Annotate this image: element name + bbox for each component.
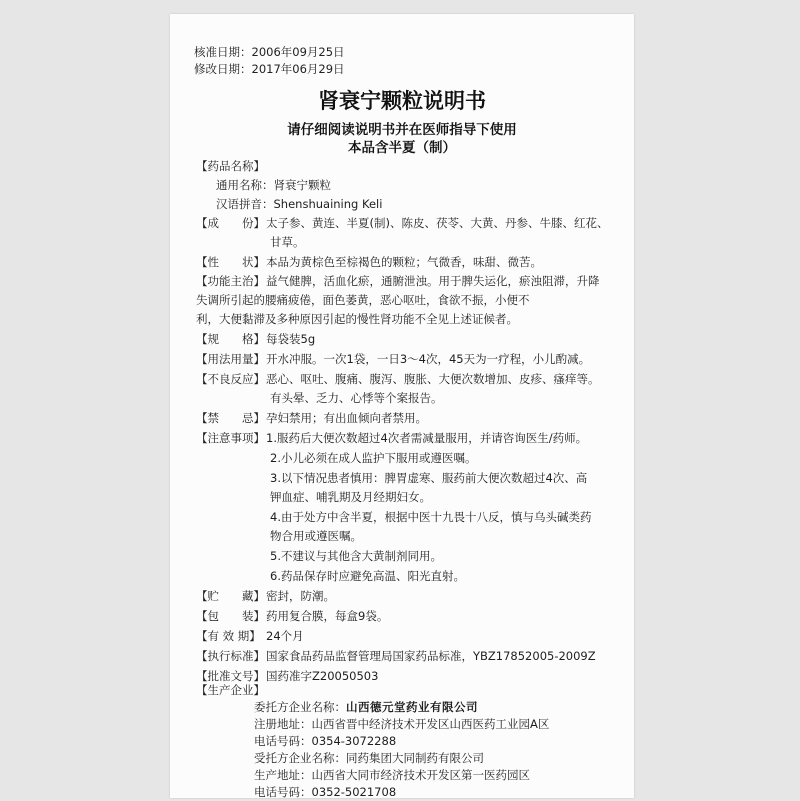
consignor-label: 委托方企业名称： [254, 700, 346, 714]
appearance-label: 【性 状】 [196, 255, 265, 269]
approval-date: 核准日期：2006年09月25日 [194, 45, 345, 59]
spec-row [196, 331, 315, 348]
adverse-label: 【不良反应】 [196, 372, 265, 386]
precaution-4-cont: 物合用或遵医嘱。 [270, 529, 362, 543]
dosage-label: 【用法用量】 [196, 352, 265, 366]
document-title: 肾衰宁颗粒说明书 [318, 89, 486, 113]
precaution-3-cont: 钾血症、哺乳期及月经期妇女。 [270, 490, 431, 504]
precaution-5: 5.不建议与其他含大黄制剂同用。 [270, 549, 442, 563]
precaution-2: 2.小儿必须在成人监护下服用或遵医嘱。 [270, 451, 477, 465]
storage-row [196, 588, 335, 605]
contra-row [196, 410, 427, 427]
adverse-text: 恶心、呕吐、腹痛、腹泻、腹胀、大便次数增加、皮疹、瘙痒等。 [266, 372, 600, 386]
generic-name: 通用名称：肾衰宁颗粒 [216, 178, 331, 192]
validity-text: 24个月 [266, 629, 304, 643]
appearance-row [196, 254, 542, 271]
phone-2: 电话号码：0352-5021708 [254, 785, 397, 799]
precautions-label: 【注意事项】 [196, 431, 265, 445]
ingredients-label: 【成 份】 [196, 216, 265, 230]
package-text: 药用复合膜，每盒9袋。 [266, 609, 389, 623]
dosage-text: 开水冲服。一次1袋，一日3～4次，45天为一疗程，小儿酌减。 [266, 352, 591, 366]
approval-no-text: 国药准字Z20050503 [266, 669, 379, 683]
drug-name-label: 【药品名称】 [196, 159, 265, 173]
production-address: 生产地址：山西省大同市经济技术开发区第一医药园区 [254, 768, 530, 782]
appearance-text: 本品为黄棕色至棕褐色的颗粒；气微香，味甜、微苦。 [266, 255, 542, 269]
standard-row [196, 648, 596, 665]
precaution-4: 4.由于处方中含半夏，根据中医十九畏十八反，慎与乌头碱类药 [270, 510, 592, 524]
consignor-name: 山西德元堂药业有限公司 [346, 700, 478, 714]
spec-text: 每袋装5g [266, 332, 316, 346]
manufacturer-label: 【生产企业】 [196, 683, 265, 697]
indications-row [196, 273, 600, 290]
validity-row [196, 628, 304, 645]
standard-text: 国家食品药品监督管理局国家药品标准，YBZ17852005-2009Z [266, 649, 596, 663]
ingredients-row [196, 215, 608, 232]
precautions-row [196, 430, 587, 447]
trustee-name: 受托方企业名称：同药集团大同制药有限公司 [254, 751, 484, 765]
usage-notice: 请仔细阅读说明书并在医师指导下使用 [287, 122, 517, 138]
consignor-row [254, 699, 478, 716]
package-insert-sheet [170, 14, 634, 798]
contra-label: 【禁 忌】 [196, 411, 265, 425]
validity-label: 【有 效 期】 [196, 629, 261, 643]
approval-no-label: 【批准文号】 [196, 669, 265, 683]
standard-label: 【执行标准】 [196, 649, 265, 663]
contra-text: 孕妇禁用；有出血倾向者禁用。 [266, 411, 427, 425]
precaution-1: 1.服药后大便次数超过4次者需减量服用，并请咨询医生/药师。 [266, 431, 588, 445]
pinyin-name: 汉语拼音：Shenshuaining Keli [216, 197, 383, 211]
indications-text-2: 失调所引起的腰痛疲倦，面色萎黄，恶心呕吐，食欲不振，小便不 [196, 293, 530, 307]
dosage-row [196, 351, 590, 368]
spec-label: 【规 格】 [196, 332, 265, 346]
precaution-6: 6.药品保存时应避免高温、阳光直射。 [270, 569, 465, 583]
package-row [196, 608, 388, 625]
ingredients-text: 太子参、黄连、半夏(制)、陈皮、茯苓、大黄、丹参、牛膝、红花、 [266, 216, 609, 230]
adverse-row [196, 371, 600, 388]
revision-date: 修改日期：2017年06月29日 [194, 62, 345, 76]
indications-label: 【功能主治】 [196, 274, 265, 288]
ingredients-text-2: 甘草。 [270, 235, 305, 249]
contains-notice: 本品含半夏（制） [348, 140, 456, 156]
storage-label: 【贮 藏】 [196, 589, 265, 603]
adverse-text-2: 有头晕、乏力、心悸等个案报告。 [270, 391, 443, 405]
phone-1: 电话号码：0354-3072288 [254, 734, 397, 748]
package-label: 【包 装】 [196, 609, 265, 623]
registered-address: 注册地址：山西省晋中经济技术开发区山西医药工业园A区 [254, 717, 550, 731]
storage-text: 密封，防潮。 [266, 589, 335, 603]
indications-text-3: 利，大便黏滞及多种原因引起的慢性肾功能不全见上述证候者。 [196, 312, 518, 326]
precaution-3: 3.以下情况患者慎用：脾胃虚寒、服药前大便次数超过4次、高 [270, 471, 588, 485]
indications-text: 益气健脾，活血化瘀，通腑泄浊。用于脾失运化，瘀浊阻滞，升降 [266, 274, 600, 288]
